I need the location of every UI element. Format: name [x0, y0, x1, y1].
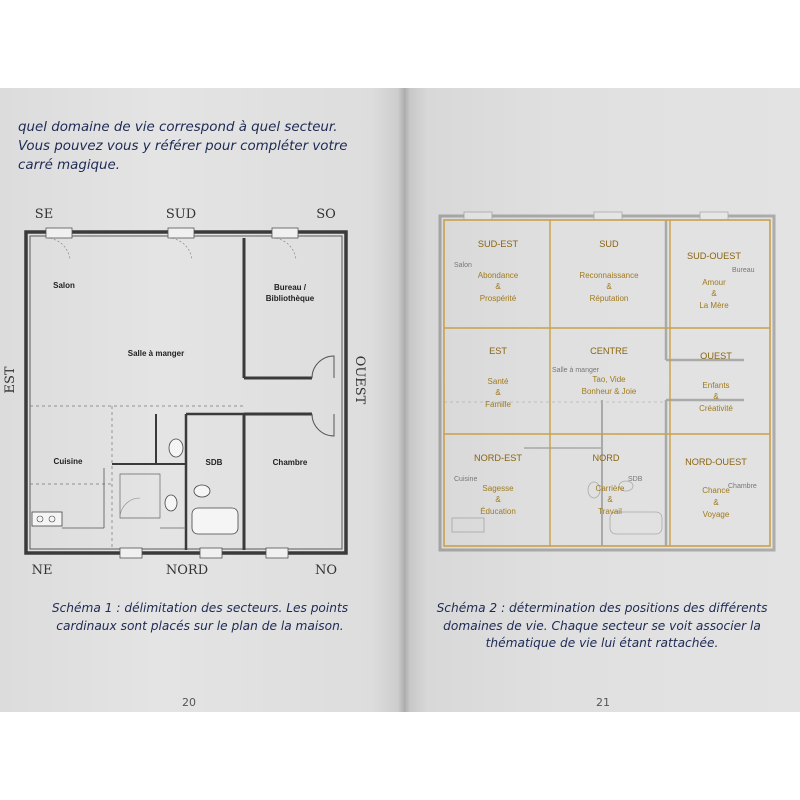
left-page [0, 88, 404, 712]
sector-est [485, 346, 511, 409]
window [46, 228, 72, 238]
sector-line: Prospérité [479, 294, 517, 303]
room-label-bibliotheque: Bibliothèque [265, 294, 315, 303]
sector-line: Carrière [595, 484, 625, 493]
sector-line: Éducation [480, 507, 516, 516]
cardinal-est: EST [3, 366, 18, 394]
sector-sud [579, 239, 639, 303]
sector-sud-est [478, 239, 519, 303]
sector-line: & [713, 392, 719, 401]
door-swing [272, 238, 296, 260]
sector-line: Tao, Vide [592, 375, 626, 384]
door-swing [46, 238, 70, 260]
faint-kitchen-sink [452, 518, 484, 532]
faint-label-chambre: Chambre [728, 483, 757, 490]
room-label-salle-a-manger: Salle à manger [127, 349, 185, 358]
window [266, 548, 288, 558]
sector-line: Bonheur & Joie [581, 387, 637, 396]
faint-window [594, 212, 622, 220]
sector-line: Amour [702, 278, 726, 287]
sector-heading: CENTRE [590, 346, 628, 356]
caption-line: Schéma 1 : délimitation des secteurs. Les points [51, 601, 349, 615]
sector-line: & [606, 282, 612, 291]
intro-line: Vous pouvez vous y référer pour compléter votre [18, 139, 348, 154]
sector-line: & [495, 388, 501, 397]
faint-label-salon: Salon [454, 262, 472, 269]
wc-room [120, 474, 160, 518]
cardinal-ouest: OUEST [352, 355, 367, 405]
door-swing [312, 356, 334, 378]
cardinal-no: NO [314, 563, 338, 578]
cardinal-so: SO [316, 207, 336, 222]
cardinal-nord: NORD [165, 563, 209, 578]
sector-heading: SUD [599, 239, 619, 249]
window [200, 548, 222, 558]
cardinal-sud: SUD [165, 207, 197, 222]
toilet [165, 495, 177, 511]
book-gutter [398, 88, 410, 712]
sector-line: Abondance [477, 271, 519, 280]
sector-line: Réputation [589, 294, 629, 303]
sector-line: Enfants [702, 381, 730, 390]
door-swing [168, 238, 192, 260]
intro-line: quel domaine de vie correspond à quel secteur. [18, 120, 338, 135]
bathtub [192, 508, 238, 534]
sector-line: & [607, 495, 613, 504]
faint-window [700, 212, 728, 220]
room-label-sdb: SDB [205, 458, 223, 467]
kitchen-sink [32, 512, 62, 526]
page-number-left: 20 [182, 696, 196, 709]
window [272, 228, 298, 238]
sector-line: & [495, 495, 501, 504]
sector-line: Créativité [699, 404, 733, 413]
bagua-grid-schema-2 [404, 88, 800, 588]
window [168, 228, 194, 238]
sector-line: Famille [485, 400, 511, 409]
caption-line: domaines de vie. Chaque secteur se voit associer la [443, 618, 761, 633]
washbasin [194, 485, 210, 497]
sector-ouest [699, 351, 733, 413]
sector-line: Sagesse [482, 484, 514, 493]
sector-line: La Mère [699, 301, 729, 310]
faint-window [464, 212, 492, 220]
sector-line: & [713, 498, 719, 507]
door-swing [120, 498, 140, 518]
room-label-cuisine: Cuisine [53, 457, 83, 466]
sector-sud-ouest [687, 251, 741, 310]
sector-heading: OUEST [700, 351, 732, 361]
faint-label-cuisine: Cuisine [454, 476, 478, 483]
toilet [169, 439, 183, 457]
right-page [404, 88, 800, 712]
caption-line: cardinaux sont placés sur le plan de la maison. [56, 618, 344, 633]
caption-line: thématique de vie lui étant rattachée. [485, 636, 719, 650]
sector-heading: EST [489, 346, 507, 356]
sector-heading: NORD-OUEST [685, 457, 747, 467]
sector-nord [592, 453, 625, 516]
door-swing [312, 414, 334, 436]
sector-line: & [711, 289, 717, 298]
faint-label-sdb: SDB [628, 476, 643, 483]
faint-label-bureau: Bureau [732, 267, 755, 274]
sector-line: Travail [598, 507, 622, 516]
caption-schema-1 [20, 600, 380, 635]
caption-line: Schéma 2 : détermination des positions des différents [436, 601, 768, 615]
floor-plan-schema-1 [0, 88, 404, 588]
room-label-bureau: Bureau / [273, 283, 307, 292]
sector-line: Santé [487, 377, 509, 386]
cardinal-se: SE [34, 207, 54, 222]
sector-heading: SUD-OUEST [686, 251, 742, 261]
room-label-chambre: Chambre [272, 458, 308, 467]
sector-line: Voyage [702, 510, 730, 519]
sector-line: Chance [702, 486, 730, 495]
page-number-right: 21 [596, 696, 610, 709]
sector-heading: NORD-EST [474, 453, 522, 463]
faint-label-salle-a-manger: Salle à manger [552, 367, 600, 374]
room-label-salon: Salon [53, 281, 75, 290]
open-book [0, 88, 800, 712]
sector-nord-est [474, 453, 522, 516]
intro-line: carré magique. [18, 158, 121, 173]
sector-line: & [495, 282, 501, 291]
cardinal-ne: NE [31, 563, 53, 578]
sector-heading: NORD [592, 453, 620, 463]
sector-line: Reconnaissance [579, 271, 639, 280]
caption-schema-2 [404, 600, 800, 653]
sector-heading: SUD-EST [477, 239, 519, 249]
window [120, 548, 142, 558]
